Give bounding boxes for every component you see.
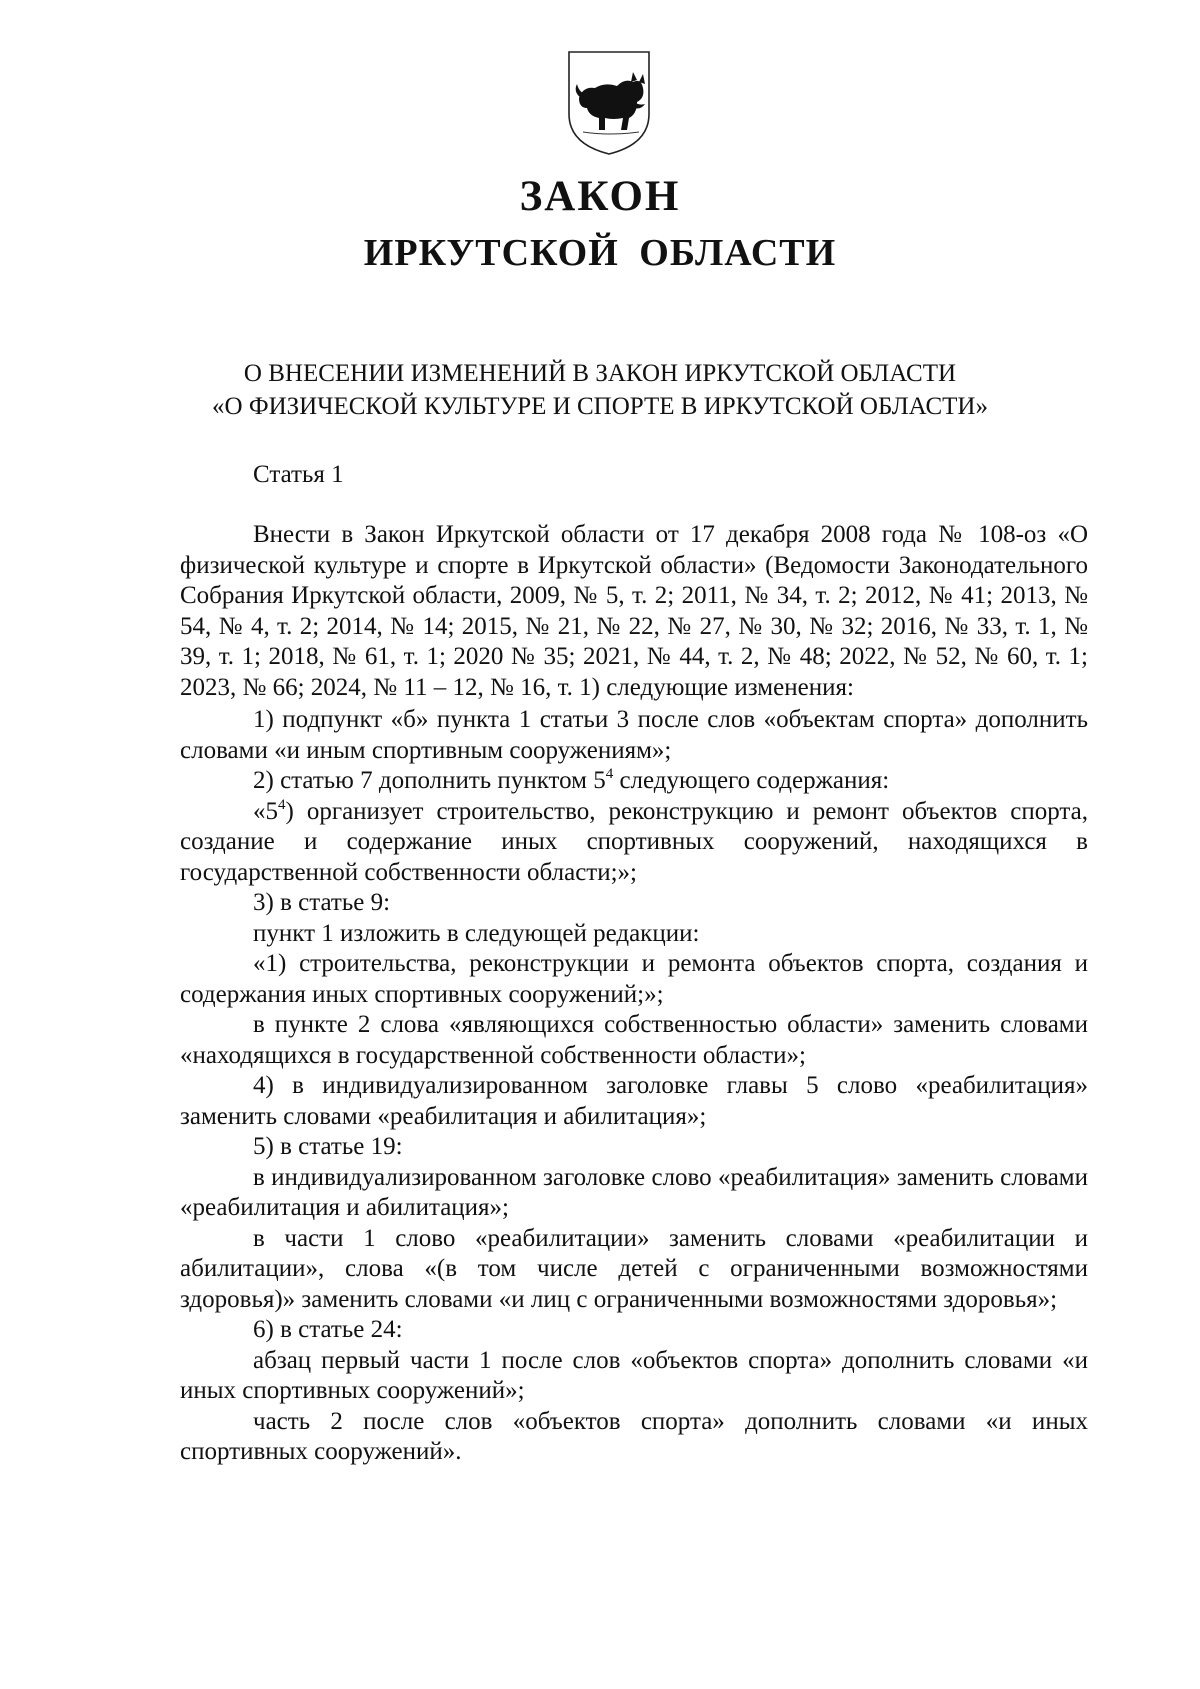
item-2-before: 2) статью 7 дополнить пунктом 5 bbox=[253, 767, 606, 794]
item-5-b: в части 1 слово «реабилитации» заменить словами «реабилитации и абилитации», слова «(в том числе детей с ограниченными возможностями здоровья)» заменить словами «и лиц с ограниченными возможностями здоровья»; bbox=[180, 1224, 1088, 1313]
item-3-b: «1) строительства, реконструкции и ремонта объектов спорта, создания и содержания иных спортивных сооружений;»; bbox=[180, 950, 1088, 1008]
item-5: 5) в статье 19: bbox=[253, 1133, 403, 1160]
item-6: 6) в статье 24: bbox=[253, 1316, 403, 1343]
item-2-quote-rest: ) организует строительство, реконструкцию и ремонт объектов спорта, создание и содержание иных спортивных сооружений, находящихся в государственной собственности области;»; bbox=[180, 797, 1088, 886]
item-6-b: часть 2 после слов «объектов спорта» дополнить словами «и иных спортивных сооружений». bbox=[180, 1407, 1088, 1465]
item-2-after: следующего содержания: bbox=[613, 767, 890, 794]
heading-line-1: О ВНЕСЕНИИ ИЗМЕНЕНИЙ В ЗАКОН ИРКУТСКОЙ ОБЛАСТИ bbox=[243, 360, 957, 387]
item-2 bbox=[180, 766, 1088, 797]
item-6-a: абзац первый части 1 после слов «объектов спорта» дополнить словами «и иных спортивных сооружений»; bbox=[180, 1346, 1088, 1404]
item-3-c: в пункте 2 слова «являющихся собственностью области» заменить словами «находящихся в государственной собственности области»; bbox=[180, 1011, 1088, 1069]
item-2-quote-sup: 4 bbox=[278, 796, 286, 813]
irkutsk-coat-of-arms-icon bbox=[565, 48, 653, 158]
region-title: ИРКУТСКОЙ ОБЛАСТИ bbox=[363, 232, 837, 274]
item-1: 1) подпункт «б» пункта 1 статьи 3 после слов «объектам спорта» дополнить словами «и иным спортивным сооружениям»; bbox=[180, 706, 1088, 764]
item-2-sup: 4 bbox=[605, 766, 614, 782]
item-3: 3) в статье 9: bbox=[253, 889, 391, 916]
article-label: Статья 1 bbox=[253, 461, 344, 488]
item-4: 4) в индивидуализированном заголовке главы 5 слово «реабилитация» заменить словами «реабилитация и абилитация»; bbox=[180, 1072, 1088, 1130]
item-3-a: пункт 1 изложить в следующей редакции: bbox=[253, 919, 700, 947]
item-2-quote-open: «5 bbox=[253, 797, 278, 825]
law-heading bbox=[0, 357, 1200, 423]
item-5-a: в индивидуализированном заголовке слово «реабилитация» заменить словами «реабилитация и абилитация»; bbox=[180, 1163, 1088, 1221]
law-title: ЗАКОН bbox=[519, 173, 681, 220]
item-2-quote bbox=[180, 797, 1088, 889]
heading-line-2: «О ФИЗИЧЕСКОЙ КУЛЬТУРЕ И СПОРТЕ В ИРКУТСКОЙ ОБЛАСТИ» bbox=[212, 393, 988, 420]
law-body bbox=[180, 520, 1088, 1468]
intro-paragraph: Внести в Закон Иркутской области от 17 декабря 2008 года № 108-оз «О физической культуре и спорте в Иркутской области» (Ведомости Законодательного Собрания Иркутской области, 2009, № 5, т. 2; 2011, № 34, т. 2; 2012, № 41; 2013, № 54, № 4, т. 2; 2014, № 14; 2015, № 21, № 22, № 27, № 30, № 32; 2016, № 33, т. 1, № 39, т. 1; 2018, № 61, т. 1; 2020 № 35; 2021, № 44, т. 2, № 48; 2022, № 52, № 60, т. 1; 2023, № 66; 2024, № 11 – 12, № 16, т. 1) следующие изменения: bbox=[180, 521, 1088, 701]
